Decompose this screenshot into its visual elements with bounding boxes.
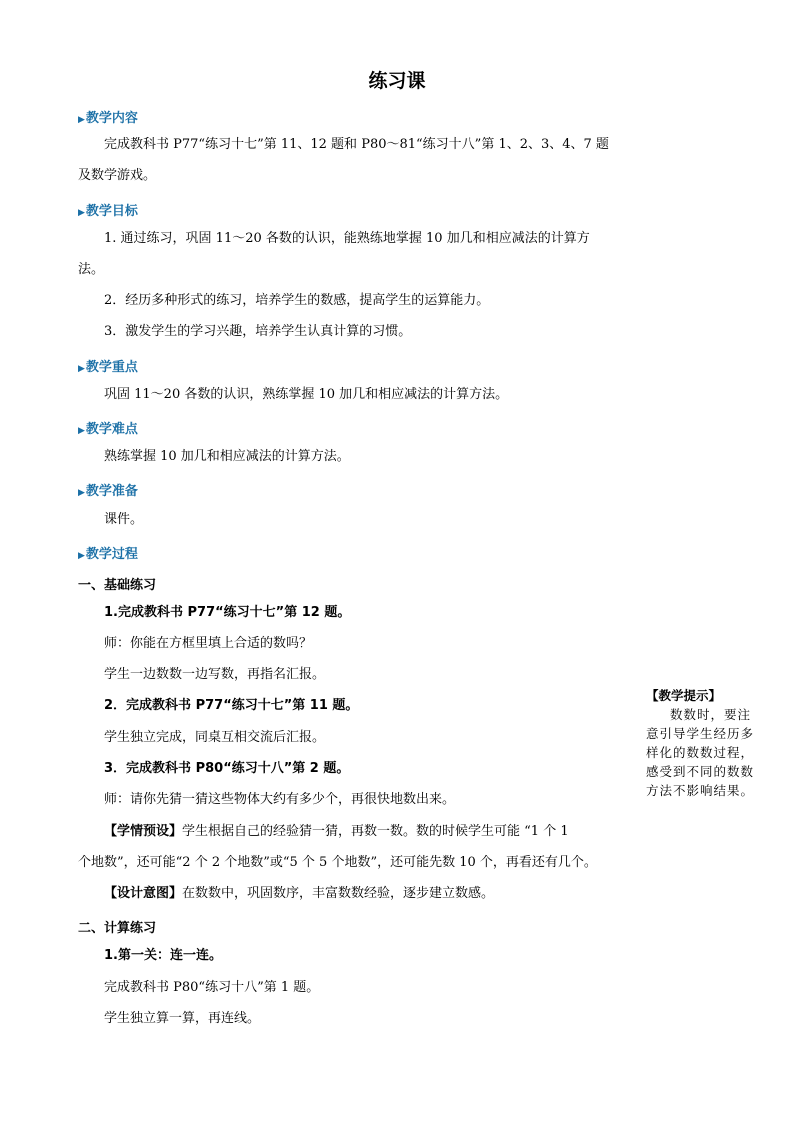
section-heading-label: 教学准备	[85, 484, 138, 499]
triangle-right-icon: ▶	[78, 426, 85, 436]
section-heading-process	[78, 543, 138, 562]
key-text: 巩固 11～20 各数的认识，熟练掌握 10 加几和相应减法的计算方法。	[104, 387, 509, 402]
exercise-text: 学生一边数数一边写数，再指名汇报。	[104, 667, 326, 682]
prep-text: 课件。	[104, 512, 144, 527]
teaching-tip-note	[646, 686, 764, 800]
section-heading-label: 教学难点	[85, 422, 138, 437]
section-heading-content	[78, 107, 138, 126]
triangle-right-icon: ▶	[78, 364, 85, 374]
triangle-right-icon: ▶	[78, 488, 85, 498]
exercise-text: 学生独立算一算，再连线。	[104, 1011, 261, 1026]
exercise-text: 学生独立完成，同桌互相交流后汇报。	[104, 730, 326, 745]
page-title: 练习课	[368, 70, 426, 92]
exercise-subheading: 1.第一关：连一连。	[104, 948, 222, 963]
teaching-tip-line: 数数时，要注	[670, 707, 752, 722]
exercise-text: 师：请你先猜一猜这些物体大约有多少个，再很快地数出来。	[104, 792, 456, 807]
design-intent-label: 【设计意图】	[104, 886, 183, 901]
difficult-text: 熟练掌握 10 加几和相应减法的计算方法。	[104, 449, 350, 464]
exercise-subheading: 2．完成教科书 P77“练习十七”第 11 题。	[104, 698, 359, 713]
teaching-tip-line: 意引导学生经历多	[646, 726, 755, 741]
exercise-text: 师：你能在方框里填上合适的数吗？	[104, 636, 313, 651]
section-heading-label: 教学内容	[85, 111, 138, 126]
section-heading-label: 教学目标	[85, 204, 138, 219]
goal-item: 2．经历多种形式的练习，培养学生的数感，提高学生的运算能力。	[104, 293, 490, 308]
triangle-right-icon: ▶	[78, 551, 85, 561]
teaching-tip-line: 方法不影响结果。	[646, 783, 755, 798]
section-heading-difficult	[78, 418, 138, 437]
exercise-subheading: 1.完成教科书 P77“练习十七”第 12 题。	[104, 605, 351, 620]
triangle-right-icon: ▶	[78, 115, 85, 125]
learning-forecast-cont: 个地数”，还可能“2 个 2 个地数”或“5 个 5 个地数”，还可能先数 10 个，再看还有几个。	[78, 855, 597, 870]
teaching-tip-line: 感受到不同的数数	[646, 764, 755, 779]
teaching-tip-heading: 【教学提示】	[646, 688, 722, 703]
content-text-line: 完成教科书 P77“练习十七”第 11、12 题和 P80～81“练习十八”第 1、2、3、4、7 题	[104, 137, 609, 152]
section-heading-label: 教学过程	[85, 547, 138, 562]
part-title: 二、计算练习	[78, 921, 157, 936]
learning-forecast	[104, 824, 569, 840]
learning-forecast-label: 【学情预设】	[104, 824, 183, 839]
part-title: 一、基础练习	[78, 578, 157, 593]
goal-item: 1. 通过练习，巩固 11～20 各数的认识，能熟练地掌握 10 加几和相应减法的计算方	[104, 231, 590, 246]
content-text-line: 及数学游戏。	[78, 168, 157, 183]
learning-forecast-text: 学生根据自己的经验猜一猜，再数一数。数的时候学生可能 “1 个 1	[182, 824, 569, 839]
exercise-text: 完成教科书 P80“练习十八”第 1 题。	[104, 980, 320, 995]
goal-item: 法。	[78, 262, 105, 277]
triangle-right-icon: ▶	[78, 208, 85, 218]
goal-item: 3．激发学生的学习兴趣，培养学生认真计算的习惯。	[104, 324, 412, 339]
section-heading-goals	[78, 200, 138, 219]
section-heading-prep	[78, 480, 138, 499]
design-intent-text: 在数数中，巩固数序，丰富数数经验，逐步建立数感。	[182, 886, 495, 901]
section-heading-key	[78, 356, 138, 375]
design-intent	[104, 886, 494, 902]
teaching-tip-line: 样化的数数过程，	[646, 745, 755, 760]
exercise-subheading: 3．完成教科书 P80“练习十八”第 2 题。	[104, 761, 350, 776]
section-heading-label: 教学重点	[85, 360, 138, 375]
